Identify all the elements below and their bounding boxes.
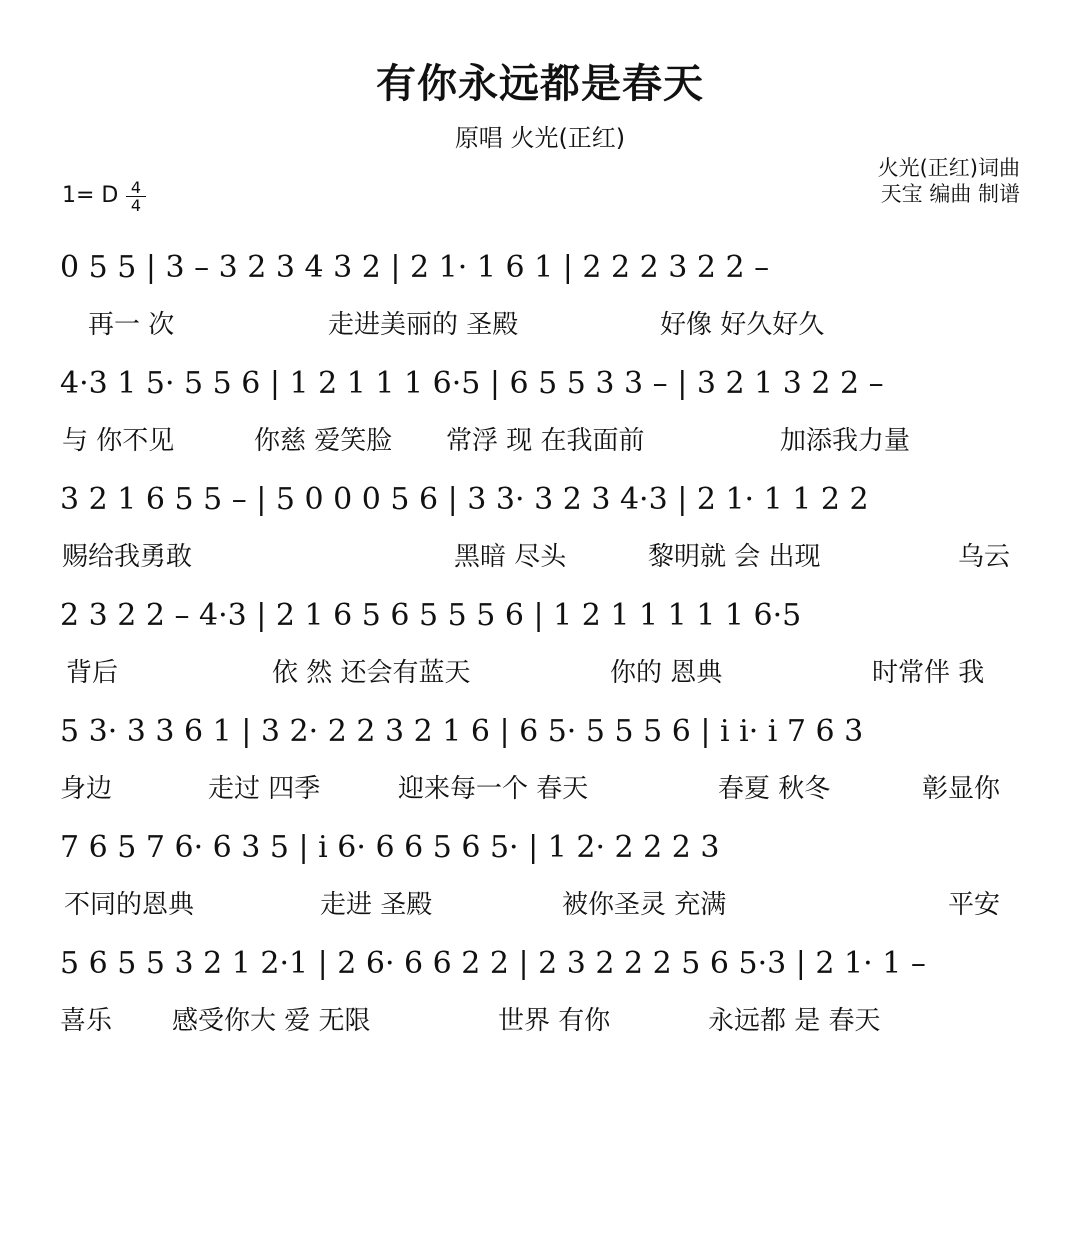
key-signature: 1= D: [62, 183, 119, 208]
lyric-segment: 世界 有你: [498, 1006, 611, 1036]
original-singer: 原唱 火光(正红): [454, 124, 626, 152]
time-signature-top: 4: [130, 178, 142, 197]
lyric-segment: 再一 次: [88, 310, 175, 340]
notation-line: [60, 820, 1024, 882]
notation-line: [60, 240, 1024, 302]
lyric-segment: 背后: [66, 658, 119, 688]
time-signature-bottom: 4: [130, 196, 142, 215]
score-row-6: [60, 820, 1024, 938]
lyric-segment: 你慈 爱笑脸: [254, 426, 393, 456]
notation-line: [60, 936, 1024, 998]
jianpu-notes: 5 3· 3 3 6 1 | 3 2· 2 2 3 2 1 6 | 6 5· 5 5 5 6 | i i· i 7 6 3: [60, 714, 864, 749]
lyric-segment: 加添我力量: [780, 426, 911, 456]
lyric-segment: 与 你不见: [62, 426, 175, 456]
lyric-segment: 乌云: [958, 542, 1011, 572]
jianpu-notes: 0 5 5 | 3 – 3 2 3 4 3 2 | 2 1· 1 6 1 | 2 2 2 3 2 2 –: [60, 250, 770, 285]
time-signature: [126, 180, 146, 213]
lyric-segment: 时常伴 我: [872, 658, 985, 688]
lyric-segment: 喜乐: [60, 1006, 113, 1036]
lyrics-line: [60, 768, 1024, 804]
credit-arrangement: 天宝 编曲 制谱: [880, 182, 1020, 206]
jianpu-notes: 2 3 2 2 – 4·3 | 2 1 6 5 6 5 5 5 6 | 1 2 1 1 1 1 1 6·5: [60, 598, 802, 633]
jianpu-notes: 3 2 1 6 5 5 – | 5 0 0 0 5 6 | 3 3· 3 2 3 4·3 | 2 1· 1 1 2 2: [60, 482, 869, 517]
lyric-segment: 彰显你: [922, 774, 1001, 804]
lyric-segment: 走过 四季: [208, 774, 321, 804]
lyric-segment: 永远都 是 春天: [708, 1006, 881, 1036]
lyrics-line: [60, 420, 1024, 456]
lyric-segment: 平安: [948, 890, 1001, 920]
lyric-segment: 迎来每一个 春天: [398, 774, 589, 804]
jianpu-notes: 4·3 1 5· 5 5 6 | 1 2 1 1 1 6·5 | 6 5 5 3 3 – | 3 2 1 3 2 2 –: [60, 366, 884, 401]
lyric-segment: 走进美丽的 圣殿: [328, 310, 519, 340]
lyric-segment: 被你圣灵 充满: [562, 890, 727, 920]
lyric-segment: 常浮 现 在我面前: [446, 426, 645, 456]
lyric-segment: 身边: [60, 774, 113, 804]
lyrics-line: [60, 304, 1024, 340]
lyrics-line: [60, 536, 1024, 572]
score-row-7: [60, 936, 1024, 1054]
score-row-3: [60, 472, 1024, 590]
score-row-1: [60, 240, 1024, 358]
lyrics-line: [60, 884, 1024, 920]
lyric-segment: 不同的恩典: [64, 890, 195, 920]
score-row-4: [60, 588, 1024, 706]
song-title: 有你永远都是春天: [376, 61, 704, 107]
lyric-segment: 黑暗 尽头: [454, 542, 567, 572]
lyric-segment: 春夏 秋冬: [718, 774, 831, 804]
jianpu-notes: 5 6 5 5 3 2 1 2·1 | 2 6· 6 6 2 2 | 2 3 2 2 2 5 6 5·3 | 2 1· 1 –: [60, 946, 926, 981]
lyric-segment: 依 然 还会有蓝天: [272, 658, 471, 688]
notation-line: [60, 356, 1024, 418]
notation-line: [60, 588, 1024, 650]
jianpu-notes: 7 6 5 7 6· 6 3 5 | i 6· 6 6 5 6 5· | 1 2· 2 2 2 3: [60, 830, 720, 865]
lyric-segment: 好像 好久好久: [660, 310, 825, 340]
lyrics-line: [60, 652, 1024, 688]
lyric-segment: 黎明就 会 出现: [648, 542, 821, 572]
credit-lyrics-music: 火光(正红)词曲: [877, 156, 1020, 180]
lyric-segment: 你的 恩典: [610, 658, 723, 688]
lyric-segment: 感受你大 爱 无限: [172, 1006, 371, 1036]
lyric-segment: 赐给我勇敢: [62, 542, 193, 572]
score-row-2: [60, 356, 1024, 474]
notation-line: [60, 472, 1024, 534]
notation-line: [60, 704, 1024, 766]
lyric-segment: 走进 圣殿: [320, 890, 433, 920]
lyrics-line: [60, 1000, 1024, 1036]
score-row-5: [60, 704, 1024, 822]
